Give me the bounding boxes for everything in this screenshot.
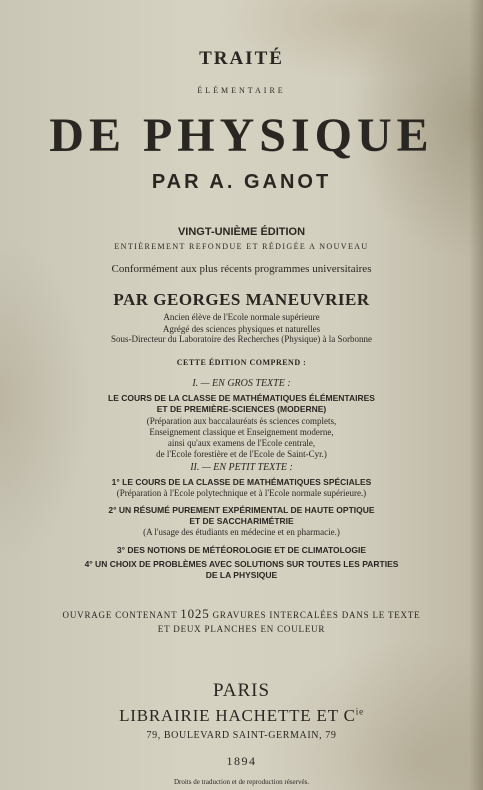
section-2-heading: II. — EN PETIT TEXTE : bbox=[190, 462, 293, 473]
main-title: DE PHYSIQUE bbox=[49, 109, 434, 162]
edition-note-2: Conformément aux plus récents programmes universitaires bbox=[111, 263, 372, 275]
imprint-city: PARIS bbox=[212, 680, 271, 701]
publisher-superscript: ie bbox=[355, 706, 364, 717]
section-2-item-2-cont: ET DE SACCHARIMÉTRIE bbox=[189, 516, 294, 526]
section-2-item-1: 1° LE COURS DE LA CLASSE DE MATHÉMATIQUES SPÉCIALES bbox=[111, 477, 372, 487]
publisher-name: LIBRAIRIE HACHETTE ET C bbox=[119, 706, 356, 725]
section-2-item-4: 4° UN CHOIX DE PROBLÈMES AVEC SOLUTIONS SUR TOUTES LES PARTIES bbox=[84, 559, 399, 569]
imprint-year: 1894 bbox=[226, 754, 257, 768]
section-1-line-1: LE COURS DE LA CLASSE DE MATHÉMATIQUES ÉLÉMENTAIRES bbox=[108, 393, 375, 403]
section-1-line-5: ainsi qu'aux examens de l'Ecole centrale, bbox=[167, 438, 316, 448]
section-2-item-4-cont: DE LA PHYSIQUE bbox=[205, 570, 278, 580]
rights-notice: Droits de traduction et de reproduction réservés. bbox=[173, 778, 310, 786]
author-line: PAR A. GANOT bbox=[151, 171, 332, 193]
ouvrage-line-2: ET DEUX PLANCHES EN COULEUR bbox=[157, 624, 326, 634]
ouvrage-prefix: OUVRAGE CONTENANT bbox=[62, 610, 178, 620]
section-2-item-3: 3° DES NOTIONS DE MÉTÉOROLOGIE ET DE CLIMATOLOGIE bbox=[116, 545, 367, 555]
edition-label: VINGT-UNIÈME ÉDITION bbox=[177, 226, 306, 238]
title-traite: TRAITÉ bbox=[199, 48, 284, 69]
reviser-credential-1: Ancien élève de l'Ecole normale supérieure bbox=[163, 312, 320, 322]
section-1-line-4: Enseignement classique et Enseignement moderne, bbox=[149, 427, 334, 437]
engraving-count: 1025 bbox=[180, 606, 210, 621]
section-2-item-1-note: (Préparation à l'Ecole polytechnique et à l'Ecole normale supérieure.) bbox=[116, 488, 367, 498]
imprint-address: 79, BOULEVARD SAINT-GERMAIN, 79 bbox=[146, 730, 337, 741]
title-elementaire: ÉLÉMENTAIRE bbox=[197, 86, 286, 95]
contents-intro: CETTE ÉDITION COMPREND : bbox=[176, 358, 307, 367]
section-2-item-2-note: (A l'usage des étudiants en médecine et en pharmacie.) bbox=[143, 527, 340, 537]
ouvrage-line-1 bbox=[0, 606, 483, 622]
imprint-publisher bbox=[0, 706, 483, 726]
section-2-item-2: 2° UN RÉSUMÉ PUREMENT EXPÉRIMENTAL DE HAUTE OPTIQUE bbox=[108, 505, 375, 515]
reviser-credential-2: Agrégé des sciences physiques et naturelles bbox=[162, 324, 321, 334]
section-1-heading: I. — EN GROS TEXTE : bbox=[192, 378, 291, 389]
section-1-line-6: de l'Ecole forestière et de l'Ecole de Saint-Cyr.) bbox=[156, 449, 327, 459]
reviser-credential-3: Sous-Directeur du Laboratoire des Recherches (Physique) à la Sorbonne bbox=[111, 334, 372, 344]
section-1-line-2: ET DE PREMIÈRE-SCIENCES (MODERNE) bbox=[156, 404, 327, 414]
reviser-name: PAR GEORGES MANEUVRIER bbox=[113, 290, 370, 309]
ouvrage-suffix: GRAVURES INTERCALÉES DANS LE TEXTE bbox=[212, 610, 421, 620]
edition-note-1: ENTIÈREMENT REFONDUE ET RÉDIGÉE A NOUVEAU bbox=[114, 242, 369, 251]
section-1-line-3: (Préparation aux baccalauréats ès sciences complets, bbox=[146, 416, 337, 426]
